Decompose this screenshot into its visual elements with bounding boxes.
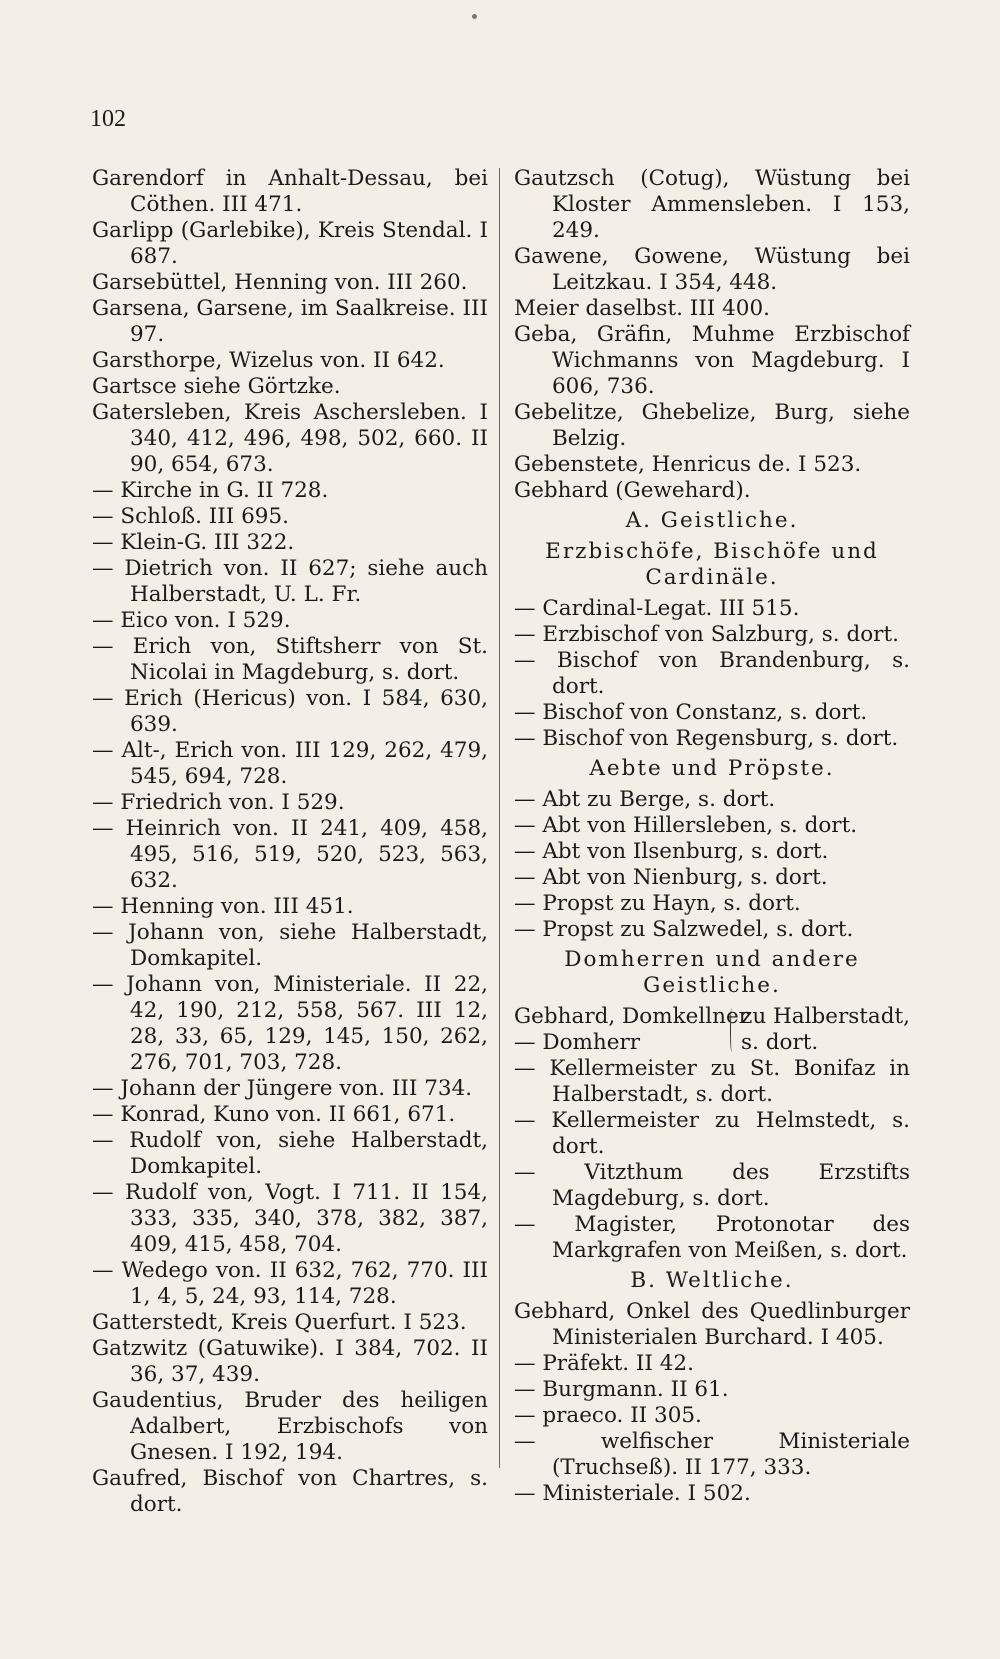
index-entry: — Dietrich von. II 627; siehe auch Halberstadt, U. L. Fr. (92, 556, 488, 607)
index-entry: — Rudolf von, siehe Halberstadt, Domkapitel. (92, 1128, 488, 1179)
column-divider (499, 168, 500, 1468)
index-entry: Gatterstedt, Kreis Querfurt. I 523. (92, 1310, 467, 1335)
index-entry: — Friedrich von. I 529. (92, 790, 345, 815)
bracket-right-line: zu Halberstadt, (741, 1004, 910, 1029)
bracket-left-group (514, 1004, 749, 1056)
section-heading: B. Weltliche. (630, 1268, 794, 1293)
index-entry: Gatzwitz (Gatuwike). I 384, 702. II 36, 37, 439. (92, 1336, 488, 1387)
index-entry: Gebhard (Gewehard). (514, 478, 751, 503)
left-column (92, 166, 488, 1518)
index-entry: Gebelitze, Ghebelize, Burg, siehe Belzig. (514, 400, 910, 451)
index-entry: — Henning von. III 451. (92, 894, 354, 919)
index-entry: — Bischof von Regensburg, s. dort. (514, 726, 899, 751)
subsection-heading: Aebte und Pröpste. (589, 756, 835, 781)
index-entry: — Klein-G. III 322. (92, 530, 295, 555)
index-entry: Garendorf in Anhalt-Dessau, bei Cöthen. III 471. (92, 166, 488, 217)
index-entry: — Cardinal-Legat. III 515. (514, 596, 800, 621)
index-entry: Geba, Gräfin, Muhme Erzbischof Wichmanns von Magdeburg. I 606, 736. (514, 322, 910, 399)
index-entry: Garsthorpe, Wizelus von. II 642. (92, 348, 445, 373)
index-entry: Gatersleben, Kreis Aschersleben. I 340, 412, 496, 498, 502, 660. II 90, 654, 673. (92, 400, 488, 477)
index-entry: Garlipp (Garlebike), Kreis Stendal. I 687. (92, 218, 488, 269)
index-entry: Garsena, Garsene, im Saalkreise. III 97. (92, 296, 488, 347)
index-entry: — Wedego von. II 632, 762, 770. III 1, 4, 5, 24, 93, 114, 728. (92, 1258, 488, 1309)
index-entry: — Konrad, Kuno von. II 661, 671. (92, 1102, 456, 1127)
index-entry: — Propst zu Salzwedel, s. dort. (514, 917, 854, 942)
paper-speck (472, 14, 477, 19)
index-entry: — Vitzthum des Erzstifts Magdeburg, s. dort. (514, 1160, 910, 1211)
index-entry: — Ministeriale. I 502. (514, 1481, 751, 1506)
bracket-right-line: s. dort. (741, 1030, 819, 1055)
index-entry: Gartsce siehe Görtzke. (92, 374, 341, 399)
index-entry: — Abt zu Berge, s. dort. (514, 787, 776, 812)
index-entry: Gebhard, Onkel des Quedlinburger Ministerialen Burchard. I 405. (514, 1299, 910, 1350)
index-entry: Gaudentius, Bruder des heiligen Adalbert, Erzbischofs von Gnesen. I 192, 194. (92, 1388, 488, 1465)
index-entry: — Abt von Nienburg, s. dort. (514, 865, 828, 890)
index-entry: — Erich (Hericus) von. I 584, 630, 639. (92, 686, 488, 737)
index-entry: — Johann der Jüngere von. III 734. (92, 1076, 473, 1101)
index-entry: — Präfekt. II 42. (514, 1351, 694, 1376)
index-entry: Garsebüttel, Henning von. III 260. (92, 270, 468, 295)
index-entry: — Abt von Hillersleben, s. dort. (514, 813, 858, 838)
index-entry: Gawene, Gowene, Wüstung bei Leitzkau. I 354, 448. (514, 244, 910, 295)
index-entry: Gaufred, Bischof von Chartres, s. dort. (92, 1466, 488, 1517)
bracket-entry (514, 1004, 910, 1056)
bracket-left-line: — Domherr (514, 1030, 641, 1055)
index-entry: Gautzsch (Cotug), Wüstung bei Kloster Ammensleben. I 153, 249. (514, 166, 910, 243)
bracket-left-line: Gebhard, Domkellner (514, 1004, 749, 1029)
index-entry: — praeco. II 305. (514, 1403, 702, 1428)
index-entry: — Heinrich von. II 241, 409, 458, 495, 516, 519, 520, 523, 563, 632. (92, 816, 488, 893)
index-entry: — Propst zu Hayn, s. dort. (514, 891, 801, 916)
brace-symbol (730, 1008, 733, 1052)
index-entry: Gebenstete, Henricus de. I 523. (514, 452, 862, 477)
section-heading: A. Geistliche. (625, 508, 799, 533)
index-entry: — Alt-, Erich von. III 129, 262, 479, 545, 694, 728. (92, 738, 488, 789)
index-entry: — Erich von, Stiftsherr von St. Nicolai in Magdeburg, s. dort. (92, 634, 488, 685)
index-entry: Meier daselbst. III 400. (514, 296, 770, 321)
index-entry: — Magister, Protonotar des Markgrafen von Meißen, s. dort. (514, 1212, 910, 1263)
index-entry: — Bischof von Brandenburg, s. dort. (514, 648, 910, 699)
index-entry: — Schloß. III 695. (92, 504, 289, 529)
index-entry: — Johann von, Ministeriale. II 22, 42, 190, 212, 558, 567. III 12, 28, 33, 65, 129, 145, 150, 262, 276, 701, 703, 728. (92, 972, 488, 1075)
index-entry: — welfischer Ministeriale (Truchseß). II 177, 333. (514, 1429, 910, 1480)
index-entry: — Erzbischof von Salzburg, s. dort. (514, 622, 899, 647)
subsection-heading: Erzbischöfe, Bischöfe und Cardinäle. (545, 539, 879, 590)
index-entry: — Kellermeister zu St. Bonifaz in Halberstadt, s. dort. (514, 1056, 910, 1107)
right-column (514, 166, 910, 1507)
index-entry: — Kirche in G. II 728. (92, 478, 329, 503)
index-entry: — Burgmann. II 61. (514, 1377, 729, 1402)
index-entry: — Eico von. I 529. (92, 608, 291, 633)
index-entry: — Rudolf von, Vogt. I 711. II 154, 333, 335, 340, 378, 382, 387, 409, 415, 458, 704. (92, 1180, 488, 1257)
index-entry: — Kellermeister zu Helmstedt, s. dort. (514, 1108, 910, 1159)
subsection-heading: Domherren und andere Geistliche. (564, 947, 860, 998)
index-entry: — Abt von Ilsenburg, s. dort. (514, 839, 829, 864)
index-entry: — Johann von, siehe Halberstadt, Domkapitel. (92, 920, 488, 971)
page-number: 102 (90, 106, 126, 132)
index-entry: — Bischof von Constanz, s. dort. (514, 700, 868, 725)
bracket-right-group (741, 1004, 910, 1056)
